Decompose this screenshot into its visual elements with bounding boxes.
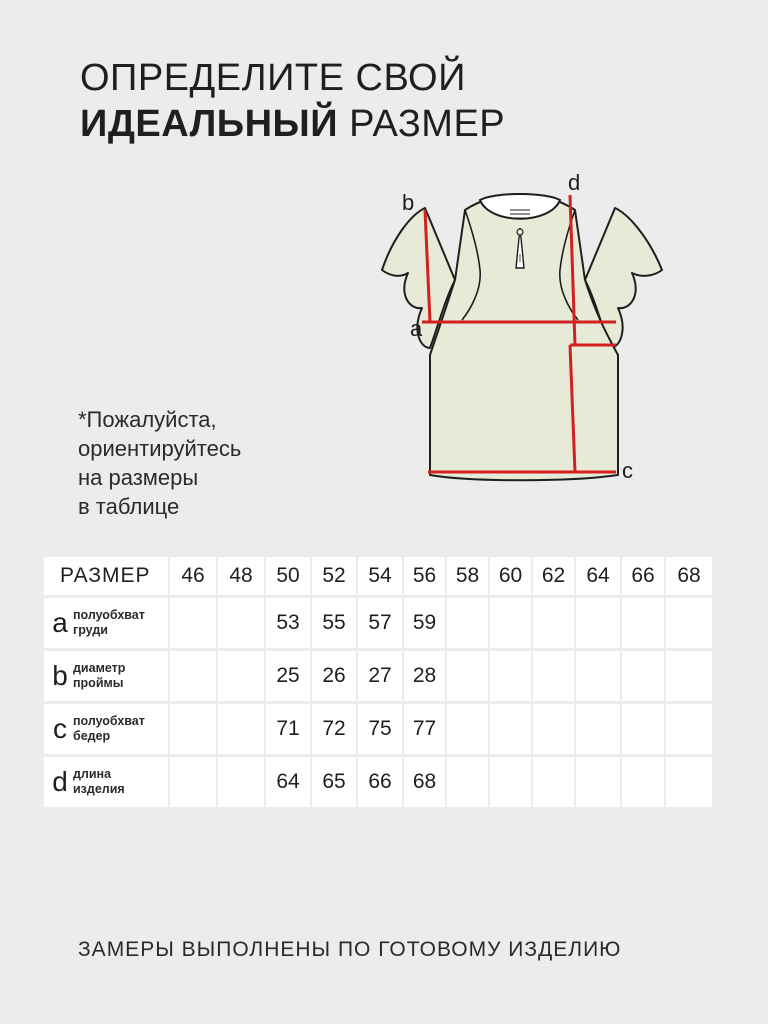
table-cell xyxy=(170,704,216,754)
table-cell xyxy=(447,651,488,701)
note-line: на размеры xyxy=(78,465,199,490)
size-header: 50 xyxy=(266,557,310,595)
measurement-name: полуобхват xyxy=(73,608,145,622)
table-cell: 26 xyxy=(312,651,356,701)
table-cell: 65 xyxy=(312,757,356,807)
measurement-label xyxy=(44,704,168,754)
table-cell: 57 xyxy=(358,598,402,648)
table-cell xyxy=(666,704,712,754)
title-line-2 xyxy=(80,101,505,147)
table-cell xyxy=(490,598,531,648)
table-row xyxy=(44,704,714,757)
measurement-name: проймы xyxy=(73,676,124,690)
size-header: 54 xyxy=(358,557,402,595)
table-cell xyxy=(666,651,712,701)
table-row xyxy=(44,757,714,810)
table-cell xyxy=(533,704,574,754)
size-header: 56 xyxy=(404,557,445,595)
table-cell xyxy=(490,704,531,754)
table-cell xyxy=(490,651,531,701)
size-header: 60 xyxy=(490,557,531,595)
measurement-name: полуобхват xyxy=(73,714,145,728)
diagram-label-a: a xyxy=(410,316,423,341)
size-header: 58 xyxy=(447,557,488,595)
table-cell xyxy=(576,651,620,701)
table-cell: 68 xyxy=(404,757,445,807)
table-cell xyxy=(218,704,264,754)
title-rest: РАЗМЕР xyxy=(338,103,506,145)
diagram-label-d: d xyxy=(568,170,581,195)
size-header: 64 xyxy=(576,557,620,595)
size-header: 66 xyxy=(622,557,664,595)
table-cell xyxy=(170,598,216,648)
table-cell: 59 xyxy=(404,598,445,648)
measurement-label xyxy=(44,757,168,807)
table-cell xyxy=(622,704,664,754)
measurement-name: длина xyxy=(73,767,112,781)
table-cell xyxy=(622,651,664,701)
table-cell xyxy=(533,651,574,701)
size-header: 52 xyxy=(312,557,356,595)
size-note xyxy=(78,405,241,521)
footer-note: ЗАМЕРЫ ВЫПОЛНЕНЫ ПО ГОТОВОМУ ИЗДЕЛИЮ xyxy=(78,938,622,961)
table-cell xyxy=(533,598,574,648)
table-cell xyxy=(447,757,488,807)
table-cell xyxy=(447,598,488,648)
measurement-letter: c xyxy=(53,713,67,744)
table-cell xyxy=(170,757,216,807)
measurement-name: груди xyxy=(73,623,108,637)
table-row xyxy=(44,598,714,651)
table-header-row xyxy=(44,557,714,598)
measurement-label xyxy=(44,651,168,701)
table-cell xyxy=(576,598,620,648)
table-cell xyxy=(170,651,216,701)
measurement-name: бедер xyxy=(73,729,111,743)
header-label: РАЗМЕР xyxy=(44,557,168,595)
title-bold-word: ИДЕАЛЬНЫЙ xyxy=(80,103,339,145)
table-cell: 66 xyxy=(358,757,402,807)
table-cell xyxy=(622,757,664,807)
table-cell xyxy=(622,598,664,648)
table-cell xyxy=(218,598,264,648)
diagram-label-c: c xyxy=(622,458,633,483)
title-line-1: ОПРЕДЕЛИТЕ СВОЙ xyxy=(80,57,466,99)
measurement-name: изделия xyxy=(73,782,125,796)
blouse-body xyxy=(430,194,618,480)
table-cell: 28 xyxy=(404,651,445,701)
table-cell xyxy=(666,757,712,807)
table-cell: 25 xyxy=(266,651,310,701)
note-line: *Пожалуйста, xyxy=(78,407,217,432)
page-title xyxy=(80,55,505,147)
table-cell: 72 xyxy=(312,704,356,754)
measurement-letter: b xyxy=(52,660,68,691)
table-cell xyxy=(218,651,264,701)
note-line: в таблице xyxy=(78,494,180,519)
table-cell xyxy=(218,757,264,807)
measurement-letter: a xyxy=(52,607,68,638)
table-cell xyxy=(490,757,531,807)
note-line: ориентируйтесь xyxy=(78,436,242,461)
table-row xyxy=(44,651,714,704)
table-cell: 71 xyxy=(266,704,310,754)
table-cell xyxy=(447,704,488,754)
table-cell xyxy=(576,757,620,807)
table-cell: 55 xyxy=(312,598,356,648)
table-cell xyxy=(533,757,574,807)
table-cell: 64 xyxy=(266,757,310,807)
measurement-letter: d xyxy=(52,766,68,797)
size-table xyxy=(44,557,714,810)
table-cell: 53 xyxy=(266,598,310,648)
measurement-name: диаметр xyxy=(73,661,126,675)
size-header: 62 xyxy=(533,557,574,595)
size-header: 68 xyxy=(666,557,712,595)
table-cell: 77 xyxy=(404,704,445,754)
size-header: 48 xyxy=(218,557,264,595)
blouse-illustration xyxy=(370,170,670,495)
table-cell xyxy=(576,704,620,754)
table-cell xyxy=(666,598,712,648)
diagram-label-b: b xyxy=(402,190,415,215)
table-cell: 27 xyxy=(358,651,402,701)
measurement-label xyxy=(44,598,168,648)
table-cell: 75 xyxy=(358,704,402,754)
size-header: 46 xyxy=(170,557,216,595)
